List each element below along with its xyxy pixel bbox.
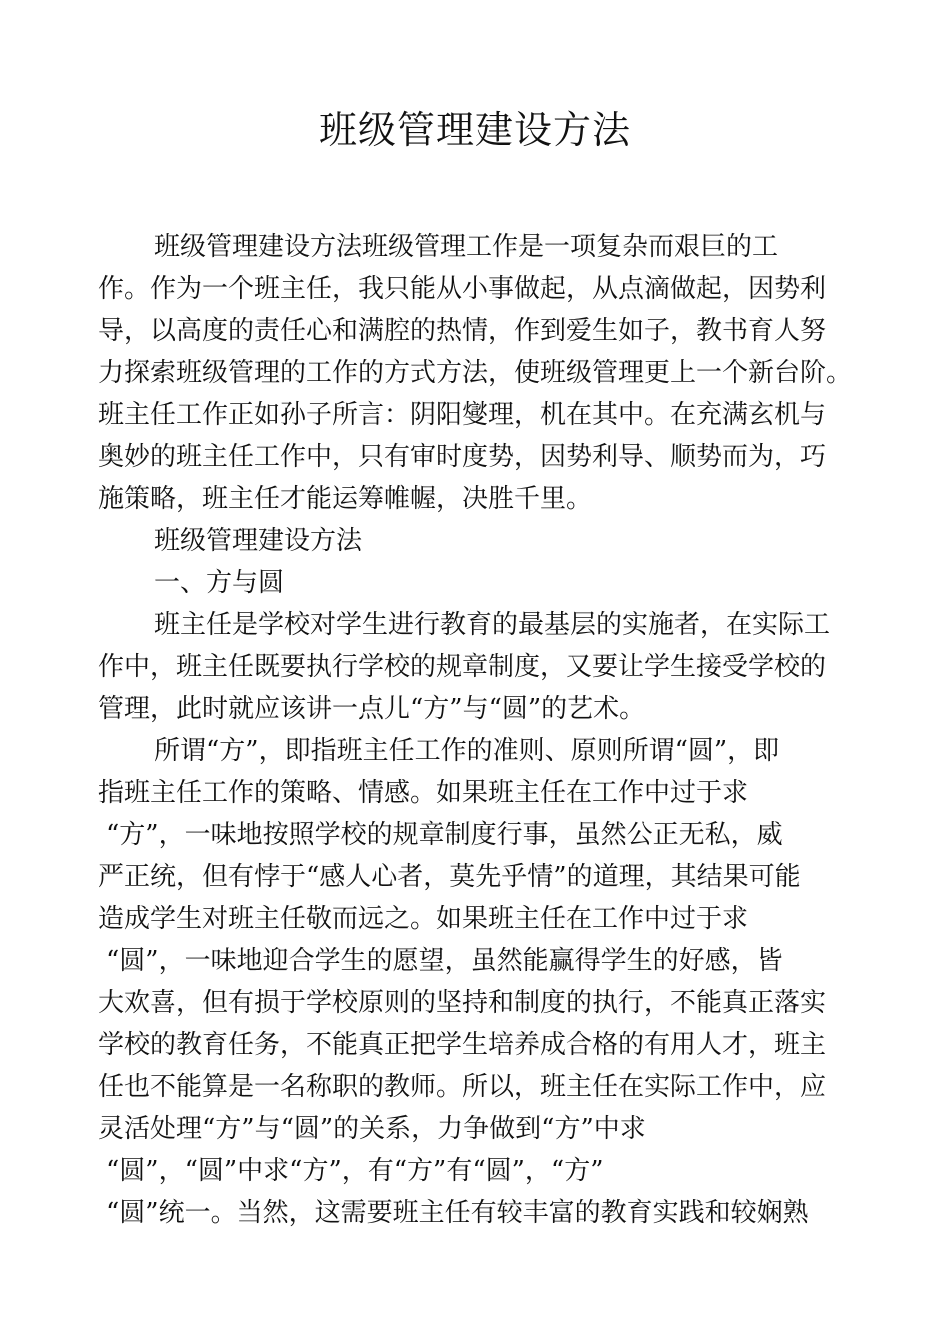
text-line: 灵活处理“方”与“圆”的关系，力争做到“方”中求 <box>98 1114 646 1144</box>
text-line: 严正统，但有悖于“感人心者，莫先乎情”的道理，其结果可能 <box>98 862 801 892</box>
text-line: 作。作为一个班主任，我只能从小事做起，从点滴做起，因势利 <box>98 274 827 304</box>
text-line: 班主任工作正如孙子所言：阴阳燮理，机在其中。在充满玄机与 <box>98 400 827 430</box>
text-line: 奥妙的班主任工作中，只有审时度势，因势利导、顺势而为，巧 <box>98 442 827 472</box>
text-line: 大欢喜，但有损于学校原则的坚持和制度的执行，不能真正落实 <box>98 988 827 1018</box>
text-line: 指班主任工作的策略、情感。如果班主任在工作中过于求 <box>98 778 749 808</box>
text-line: “圆”统一。当然，这需要班主任有较丰富的教育实践和较娴熟 <box>106 1198 809 1228</box>
text-line: 造成学生对班主任敬而远之。如果班主任在工作中过于求 <box>98 904 749 934</box>
text-line: 导，以高度的责任心和满腔的热情，作到爱生如子，教书育人努 <box>98 316 827 346</box>
text-line: 一、方与圆 <box>154 568 285 598</box>
document-body <box>98 226 868 1234</box>
text-line: 学校的教育任务，不能真正把学生培养成合格的有用人才，班主 <box>98 1030 827 1060</box>
text-line: “方”，一味地按照学校的规章制度行事，虽然公正无私，威 <box>106 820 783 850</box>
text-line: 力探索班级管理的工作的方式方法，使班级管理更上一个新台阶。 <box>98 358 853 388</box>
text-line: 班级管理建设方法 <box>154 526 363 556</box>
document-title: 班级管理建设方法 <box>318 108 631 152</box>
text-line: 施策略，班主任才能运筹帷幄，决胜千里。 <box>98 484 593 514</box>
text-line: 管理，此时就应该讲一点儿“方”与“圆”的艺术。 <box>98 694 646 724</box>
text-line: “圆”，“圆”中求“方”，有“方”有“圆”，“方” <box>106 1156 604 1186</box>
text-line: 任也不能算是一名称职的教师。所以，班主任在实际工作中，应 <box>98 1072 827 1102</box>
text-line: 所谓“方”，即指班主任工作的准则、原则所谓“圆”，即 <box>154 736 780 766</box>
text-line: “圆”，一味地迎合学生的愿望，虽然能赢得学生的好感，皆 <box>106 946 783 976</box>
text-line: 班级管理建设方法班级管理工作是一项复杂而艰巨的工 <box>154 232 779 262</box>
text-line: 班主任是学校对学生进行教育的最基层的实施者，在实际工 <box>154 610 831 640</box>
text-line: 作中，班主任既要执行学校的规章制度，又要让学生接受学校的 <box>98 652 827 682</box>
